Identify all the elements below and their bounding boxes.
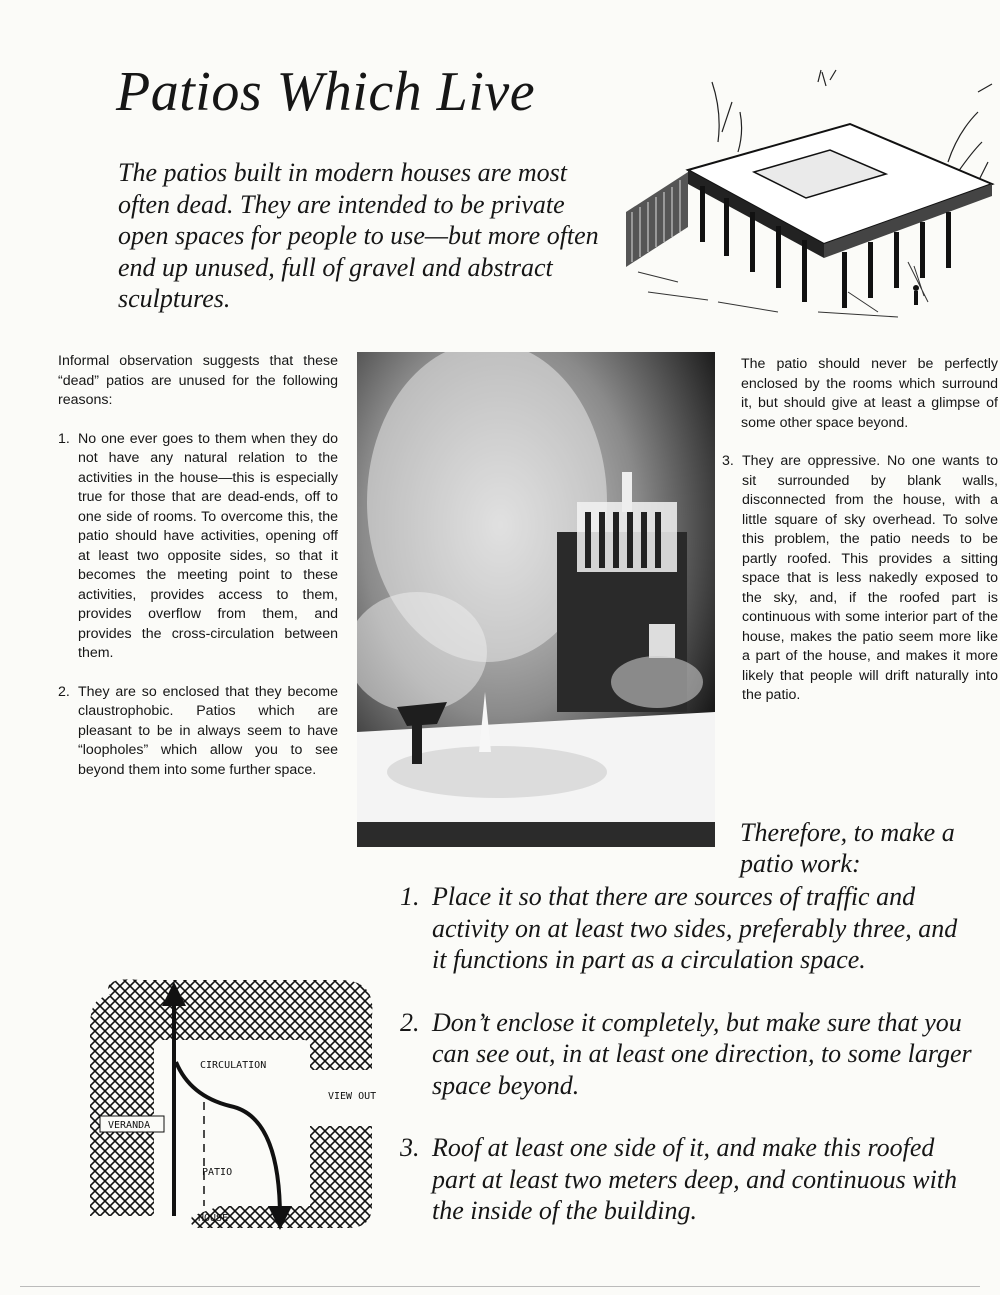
- rule-text: Roof at least one side of it, and make this roofed part at least two meters deep, and continuous with the inside of the building.: [432, 1133, 958, 1225]
- intro-paragraph: The patios built in modern houses are most often dead. They are intended to be private open spaces for people to use—but more often end up unused, full of gravel and abstract sculptures.: [118, 158, 599, 313]
- patio-photograph: [357, 352, 715, 847]
- rule-item: [398, 1007, 978, 1102]
- rules-list: [398, 881, 978, 1227]
- left-column: [58, 352, 338, 799]
- right-column: [722, 355, 998, 725]
- patio-circulation-diagram: [80, 966, 400, 1236]
- courtyard-house-illustration: [618, 62, 1000, 332]
- veranda-label: VERANDA: [108, 1120, 151, 1131]
- rule-number: 3.: [400, 1133, 420, 1162]
- therefore-heading: Therefore, to make a patio work:: [740, 818, 955, 878]
- reasons-list-continued: [722, 452, 998, 706]
- reason-text: They are so enclosed that they become claustrophobic. Patios which are pleasant to be in always seem to have “loopholes” which allow you to see beyond them into some further space.: [78, 683, 338, 778]
- reason-item: [722, 452, 998, 706]
- rule-text: Don’t enclose it completely, but make sure that you can see out, in at least one direction, to some larger space beyond.: [432, 1007, 972, 1100]
- rule-number: 2.: [400, 1007, 420, 1037]
- observation-lead: Informal observation suggests that these “dead” patios are unused for the following reasons:: [58, 353, 338, 408]
- rule-item: [398, 1132, 978, 1227]
- reasons-list: [58, 430, 338, 781]
- reason-item: [58, 430, 338, 664]
- rule-item: [398, 881, 978, 976]
- reason-item: [58, 683, 338, 781]
- reason-number: 2.: [58, 683, 70, 700]
- view-out-label: VIEW OUT: [328, 1091, 377, 1102]
- house-label: HOUSE: [198, 1213, 229, 1224]
- circulation-label: CIRCULATION: [200, 1060, 267, 1071]
- page-title: Patios Which Live: [116, 61, 536, 123]
- reason-number: 1.: [58, 430, 70, 447]
- bottom-divider: [20, 1286, 980, 1287]
- rule-text: Place it so that there are sources of traffic and activity on at least two sides, preferably three, and it functions in part as a circulation space.: [432, 882, 958, 974]
- continuation-text: The patio should never be perfectly enclosed by the rooms which surround it, but should give at least a glimpse of some other space beyond.: [741, 356, 998, 431]
- patio-label: PATIO: [202, 1167, 233, 1178]
- reason-text: They are oppressive. No one wants to sit surrounded by blank walls, disconnected from the house, with a little square of sky overhead. To solve this problem, the patio needs to be partly roofed. This provides a sitting space that is less nakedly exposed to the sky, and, if the roofed part is continuous with some interior part of the house, makes the patio seem more like a part of the house, and makes it more likely that people will drift naturally into the patio.: [742, 453, 998, 703]
- reason-number: 3.: [722, 453, 734, 469]
- rule-number: 1.: [400, 882, 420, 911]
- reason-text: No one ever goes to them when they do not have any natural relation to the activities in the house—this is especially true for those that are dead-ends, off to one side of rooms. To overcome this, the patio should have activities, opening off at least two opposite sides, so that it becomes the meeting point to these activities, provides access to them, provides overflow from them, and provides the cross-circulation between them.: [78, 430, 338, 661]
